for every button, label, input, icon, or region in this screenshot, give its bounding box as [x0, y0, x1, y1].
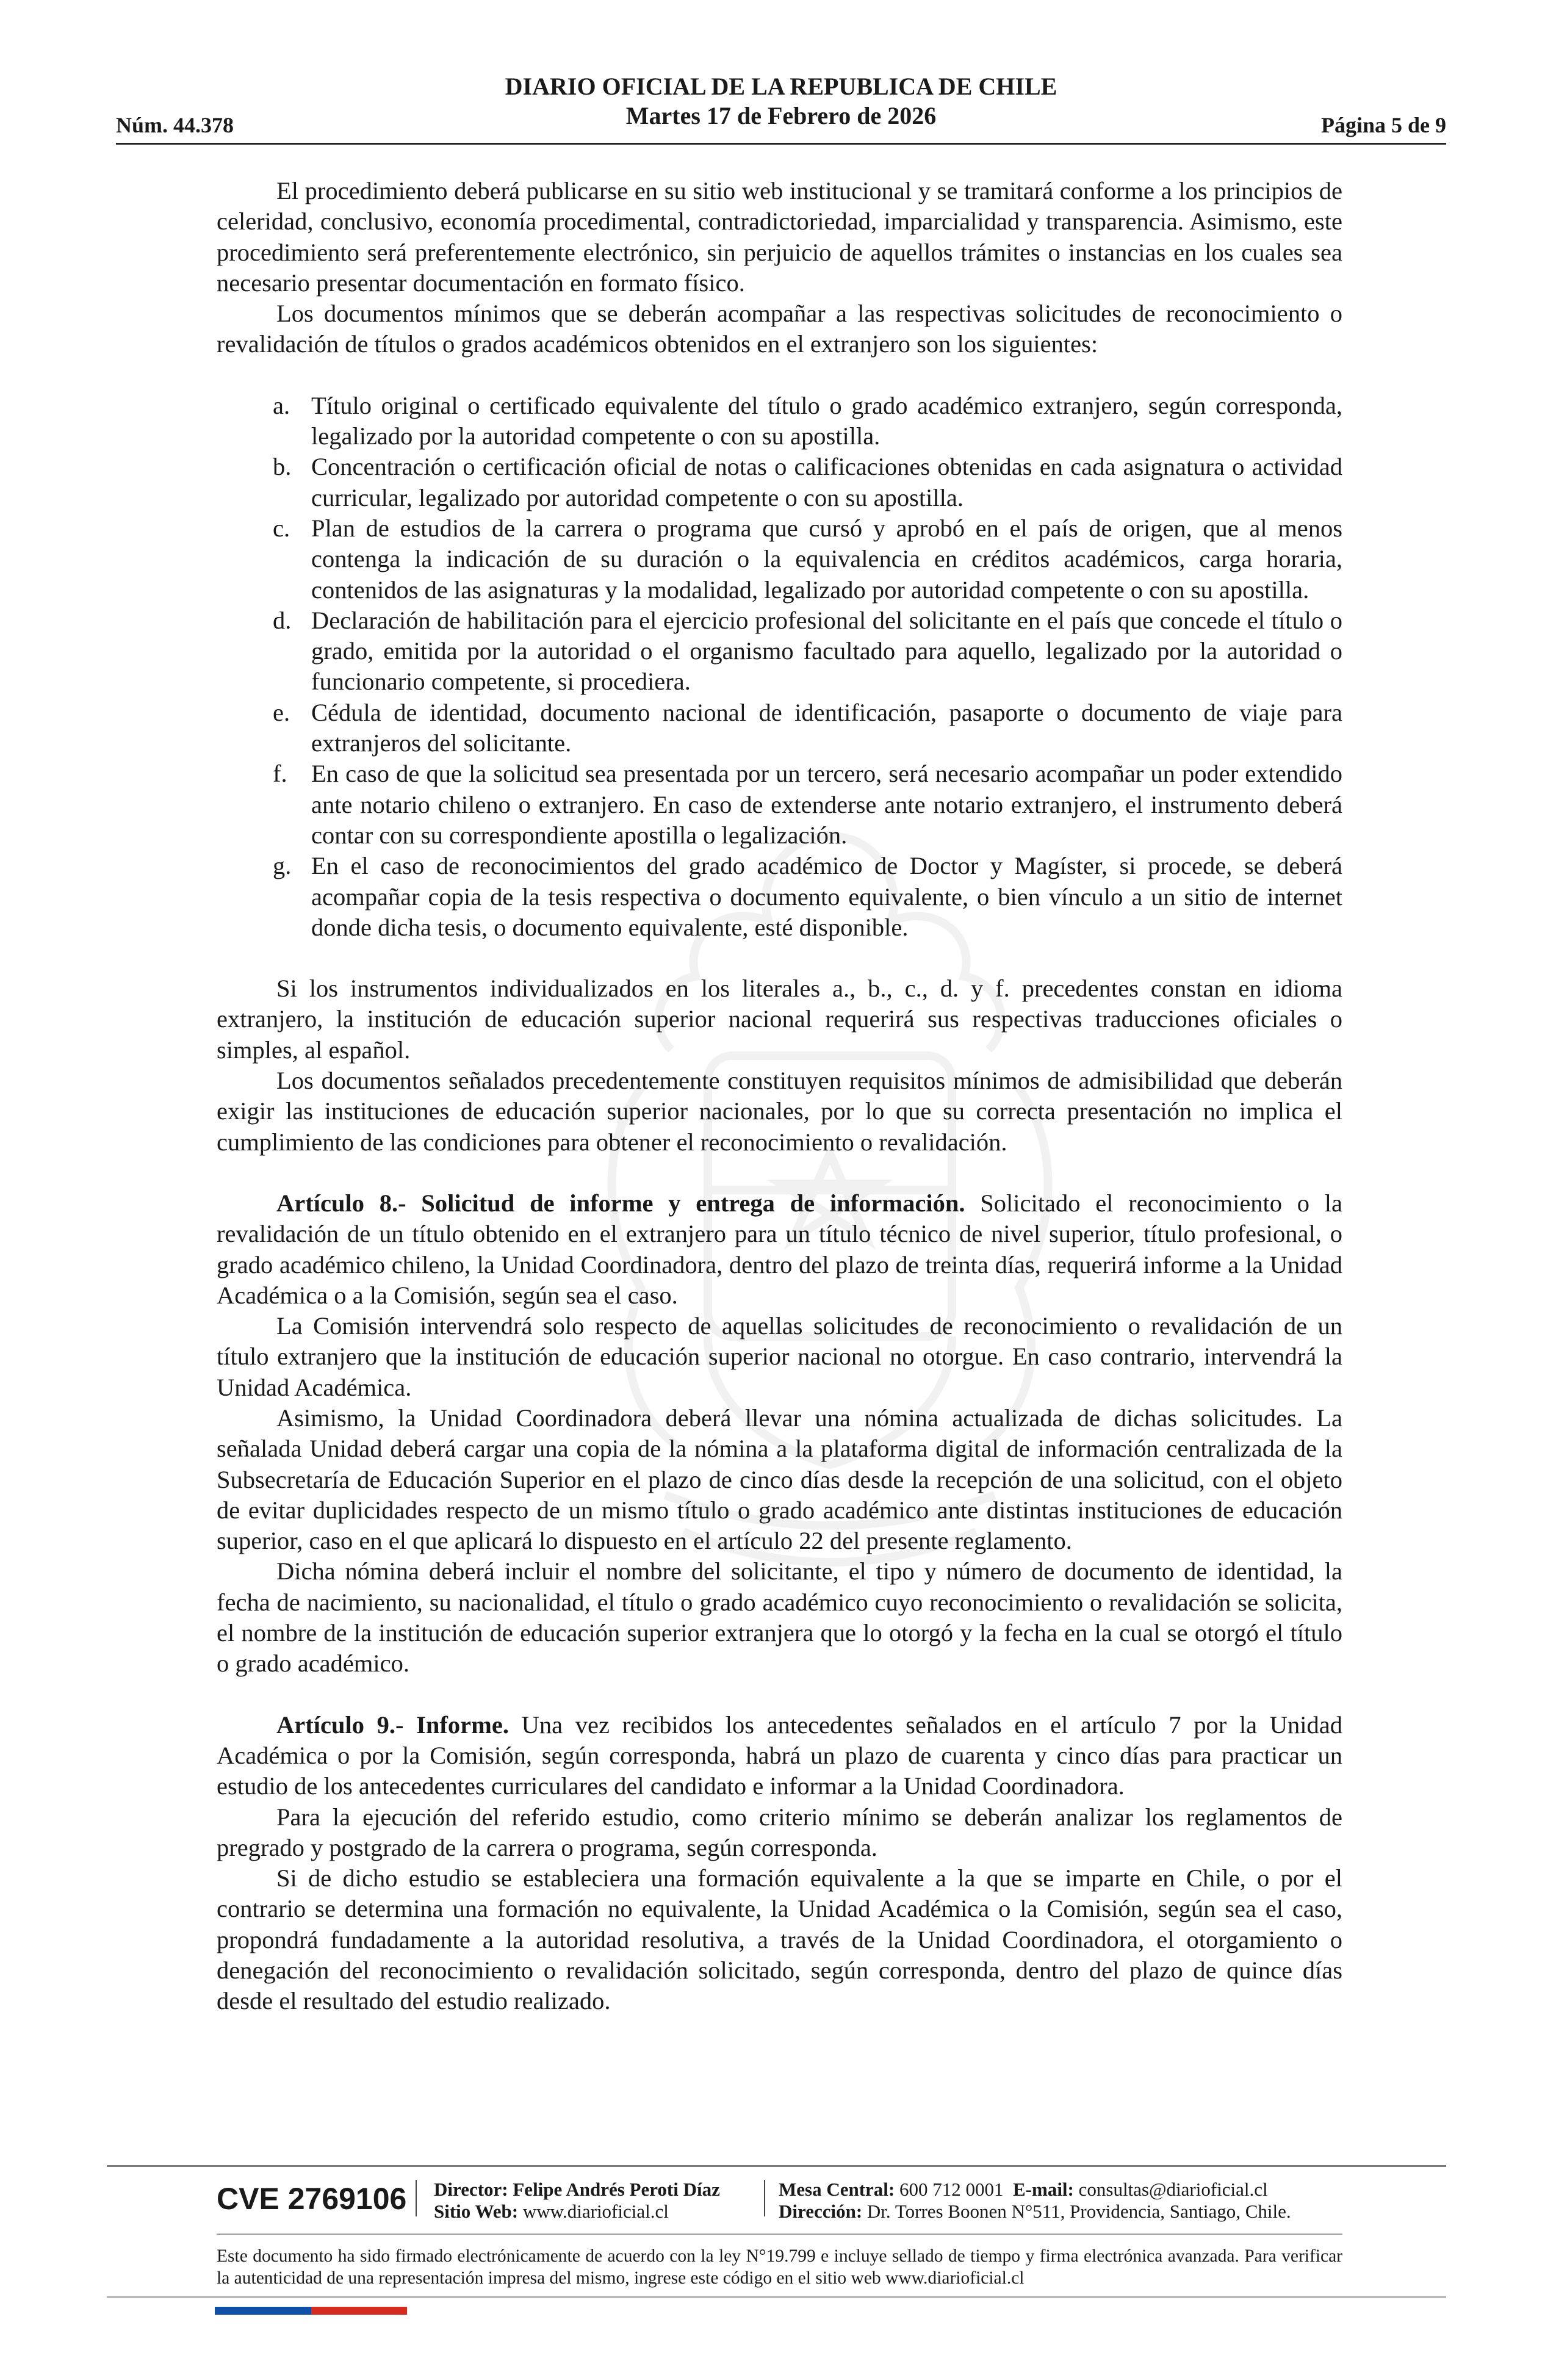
masthead-title: DIARIO OFICIAL DE LA REPUBLICA DE CHILE [505, 73, 1057, 100]
paragraph: Para la ejecución del referido estudio, como criterio mínimo se deberán analizar los reglamentos de pregrado y postgrado de la carrera o programa, según corresponda. [217, 1803, 1342, 1861]
paragraph: El procedimiento deberá publicarse en su sitio web institucional y se tramitará conforme a los principios de celeridad, conclusivo, economía procedimental, contradictoriedad, imparcialidad y transparencia. Asimismo, este procedimiento será preferentemente electrónico, sin perjuicio de aquellos trámites o instancias en los cuales sea necesario presentar documentación en formato físico. [217, 177, 1342, 297]
paragraph: Dicha nómina deberá incluir el nombre del solicitante, el tipo y número de documento de identidad, la fecha de nacimiento, su nacionalidad, el título o grado académico cuyo reconocimiento o revalidación se solicita, el nombre de la institución de educación superior extranjera que lo otorgó y la fecha en la cual se otorgó el título o grado académico. [217, 1557, 1342, 1678]
list-item-label: f. [273, 760, 287, 788]
list-item-label: e. [273, 698, 290, 726]
flag-stripe-red [311, 2307, 408, 2315]
list-item-text: Título original o certificado equivalente del título o grado académico extranjero, según corresponda, legalizado por la autoridad competente o con su apostilla. [311, 391, 1342, 450]
footer-bottom-divider [107, 2296, 1446, 2298]
footer-separator [764, 2180, 765, 2216]
flag-stripe [215, 2307, 407, 2315]
address-label: Dirección: [779, 2201, 863, 2222]
phone-label: Mesa Central: [779, 2179, 895, 2200]
signature-note: Este documento ha sido firmado electrónicamente de acuerdo con la ley N°19.799 e incluye sellado de tiempo y firma electrónica avanzada. Para verificar la autenticidad de una representación impresa del mismo, ingrese este código en el sitio web www.diarioficial.cl [217, 2246, 1342, 2288]
flag-stripe-blue [215, 2307, 311, 2315]
director-label: Director: [434, 2179, 508, 2200]
list-item-label: c. [273, 514, 290, 542]
phone-number: 600 712 0001 [899, 2179, 1004, 2200]
article-9-heading: Artículo 9.- Informe. [276, 1711, 509, 1739]
email-link[interactable]: consultas@diarioficial.cl [1078, 2179, 1268, 2200]
list-item-label: b. [273, 453, 292, 481]
article-8-lead [217, 1188, 1342, 1311]
article-9-lead-text: Una vez recibidos los antecedentes señalados en el artículo 7 por la Unidad Académica o por la Comisión, según corresponda, habrá un plazo de cuarenta y cinco días para practicar un estudio de los antecedentes curriculares del candidato e informar a la Unidad Coordinadora. [217, 1711, 1342, 1800]
issue-number: Núm. 44.378 [116, 113, 234, 137]
article-8-lead-text: Solicitado el reconocimiento o la revalidación de un título obtenido en el extranjero para un título técnico de nivel superior, título profesional, o grado académico chileno, la Unidad Coordinadora, dentro del plazo de treinta días, requerirá informe a la Unidad Académica o a la Comisión, según sea el caso. [217, 1189, 1342, 1309]
director-block [434, 2179, 720, 2223]
footer-divider [107, 2165, 1446, 2167]
list-item-text: En el caso de reconocimientos del grado académico de Doctor y Magíster, si procede, se deberá acompañar copia de la tesis respectiva o documento equivalente, o bien vínculo a un sitio de internet donde dicha tesis, o documento equivalente, esté disponible. [311, 852, 1342, 941]
list-item-text: Plan de estudios de la carrera o programa que cursó y aprobó en el país de origen, que al menos contenga la indicación de su duración o la equivalencia en créditos académicos, carga horaria, contenidos de las asignaturas y la modalidad, legalizado por autoridad competente o con su apostilla. [311, 514, 1342, 604]
list-item [217, 513, 1342, 605]
paragraph: Los documentos señalados precedentemente constituyen requisitos mínimos de admisibilidad que deberán exigir las instituciones de educación superior nacionales, por lo que su correcta presentación no implica el cumplimiento de las condiciones para obtener el reconocimiento o revalidación. [217, 1067, 1342, 1156]
requirements-list [217, 391, 1342, 943]
footer-separator [416, 2180, 417, 2216]
contact-block [779, 2179, 1291, 2223]
website-label: Sitio Web: [434, 2201, 519, 2222]
email-label: E-mail: [1013, 2179, 1074, 2200]
list-item [217, 851, 1342, 943]
list-item-text: Concentración o certificación oficial de notas o calificaciones obtenidas en cada asignatura o actividad curricular, legalizado por autoridad competente o con su apostilla. [311, 453, 1342, 511]
page-header [116, 72, 1446, 144]
paragraph: Si los instrumentos individualizados en los literales a., b., c., d. y f. precedentes constan en idioma extranjero, la institución de educación superior nacional requerirá sus respectivas traducciones oficiales o simples, al español. [217, 975, 1342, 1064]
masthead-date: Martes 17 de Febrero de 2026 [625, 102, 937, 129]
list-item-text: En caso de que la solicitud sea presentada por un tercero, será necesario acompañar un poder extendido ante notario chileno o extranjero. En caso de extenderse ante notario extranjero, el instrumento deberá contar con su correspondiente apostilla o legalización. [311, 760, 1342, 849]
list-item [217, 698, 1342, 759]
list-item [217, 452, 1342, 513]
list-item [217, 605, 1342, 698]
list-item [217, 391, 1342, 452]
website-link[interactable]: www.diarioficial.cl [522, 2201, 669, 2222]
article-9-lead [217, 1710, 1342, 1802]
list-item [217, 759, 1342, 851]
list-item-label: d. [273, 606, 292, 634]
list-item-label: a. [273, 391, 290, 419]
header-divider [116, 143, 1446, 145]
paragraph: Asimismo, la Unidad Coordinadora deberá llevar una nómina actualizada de dichas solicitudes. La señalada Unidad deberá cargar una copia de la nómina a la plataforma digital de información centralizada de la Subsecretaría de Educación Superior en el plazo de cinco días desde la recepción de una solicitud, con el objeto de evitar duplicidades respecto de un mismo título o grado académico ante distintas instituciones de educación superior, caso en el que aplicará lo dispuesto en el artículo 22 del presente reglamento. [217, 1404, 1342, 1555]
paragraph: Si de dicho estudio se estableciera una formación equivalente a la que se imparte en Chile, o por el contrario se determina una formación no equivalente, la Unidad Académica o la Comisión, según sea el caso, propondrá fundadamente a la autoridad resolutiva, a través de la Unidad Coordinadora, el otorgamiento o denegación del reconocimiento o revalidación solicitado, según corresponda, dentro del plazo de quince días desde el resultado del estudio realizado. [217, 1864, 1342, 2015]
document-body [217, 176, 1342, 2017]
address-value: Dr. Torres Boonen N°511, Providencia, Santiago, Chile. [866, 2201, 1291, 2222]
director-name: Felipe Andrés Peroti Díaz [513, 2179, 720, 2200]
footer-note-divider [217, 2234, 1342, 2235]
list-item-text: Declaración de habilitación para el ejercicio profesional del solicitante en el país que concede el título o grado, emitida por la autoridad o el organismo facultado para aquello, legalizado por la autoridad o funcionario competente, si procediera. [311, 606, 1342, 696]
masthead [116, 72, 1446, 131]
page-indicator: Página 5 de 9 [1320, 113, 1446, 137]
list-item-text: Cédula de identidad, documento nacional de identificación, pasaporte o documento de viaje para extranjeros del solicitante. [311, 698, 1342, 757]
cve-code: CVE 2769106 [217, 2182, 407, 2216]
article-8-heading: Artículo 8.- Solicitud de informe y entrega de información. [276, 1189, 965, 1217]
paragraph: Los documentos mínimos que se deberán acompañar a las respectivas solicitudes de reconocimiento o revalidación de títulos o grados académicos obtenidos en el extranjero son los siguientes: [217, 300, 1342, 358]
list-item-label: g. [273, 852, 292, 880]
paragraph: La Comisión intervendrá solo respecto de aquellas solicitudes de reconocimiento o revalidación de un título extranjero que la institución de educación superior nacional no otorgue. En caso contrario, intervendrá la Unidad Académica. [217, 1312, 1342, 1401]
